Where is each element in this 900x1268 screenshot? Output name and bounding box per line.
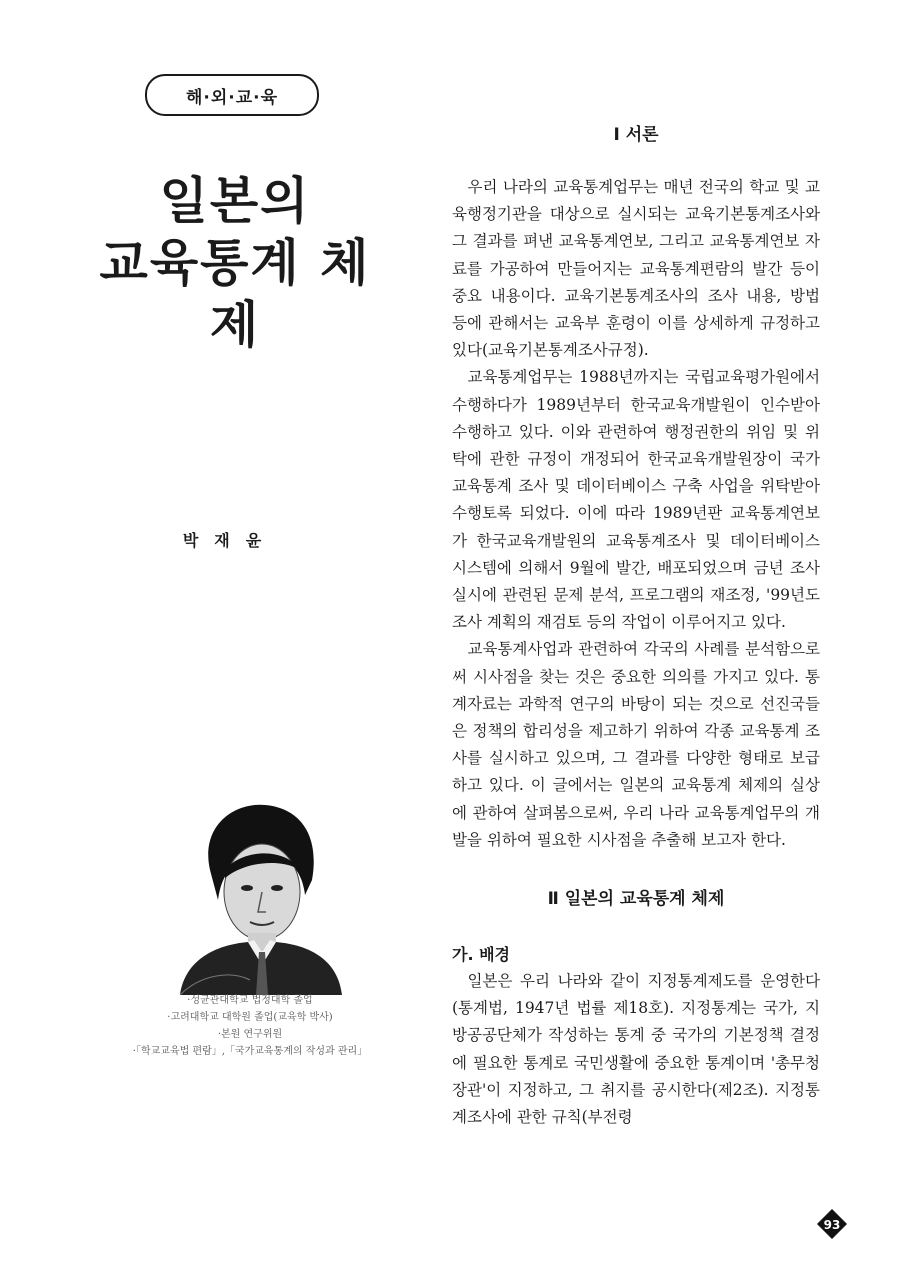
bio-line: ·본원 연구위원 bbox=[217, 1029, 283, 1040]
section-badge: 해·외·교·육 bbox=[145, 74, 319, 116]
article-title bbox=[95, 170, 375, 356]
japan-heading: Ⅱ 일본의 교육통계 체제 bbox=[547, 889, 725, 910]
bio-line: ·고려대학교 대학원 졸업(교육학 박사) bbox=[167, 1012, 333, 1023]
intro-heading: Ⅰ 서론 bbox=[613, 125, 659, 145]
body-paragraph: 교육통계사업과 관련하여 각국의 사례를 분석함으로써 시사점을 찾는 것은 중요한 의의를 가지고 있다. 통계자료는 과학적 연구의 바탕이 되는 것으로 선진국들은 정책의 합리성을 제고하기 위하여 각종 교육통계 조사를 실시하고 있으며, 그 결과를 다양한 형태로 보급하고 있다. 이 글에서는 일본의 교육통계 체제의 실상에 관하여 살펴봄으로써, 우리 나라 교육통계업무의 개발을 위하여 필요한 시사점을 추출해 보고자 한다. bbox=[452, 640, 820, 849]
author-bio bbox=[80, 992, 420, 1060]
background-subheading: 가. 배경 bbox=[452, 945, 511, 965]
page-number: 93 bbox=[823, 1218, 841, 1232]
bio-line: ·「학교교육법 편람」,「국가교육통계의 작성과 관리」 bbox=[132, 1046, 368, 1057]
bio-line: ·성균관대학교 법정대학 졸업 bbox=[187, 995, 313, 1006]
article-body bbox=[452, 120, 820, 1131]
title-line-2: 교육통계 체제 bbox=[99, 234, 371, 354]
author-photo bbox=[170, 800, 350, 995]
body-paragraph: 교육통계업무는 1988년까지는 국립교육평가원에서 수행하다가 1989년부터 한국교육개발원이 인수받아 수행하고 있다. 이와 관련하여 행정권한의 위임 및 위탁에 관한 규정이 개정되어 한국교육개발원장이 국가 교육통계 조사 및 데이터베이스 구축 사업을 위탁받아 수행토록 되었다. 이에 따라 1989년판 교육통계연보가 한국교육개발원의 교육통계조사 및 데이터베이스 시스템에 의해서 9월에 발간, 배포되었으며 금년 조사 실시에 관련된 문제 분석, 프로그램의 재조정, '99년도 조사 계획의 재검토 등의 작업이 이루어지고 있다. bbox=[452, 368, 820, 632]
page-number-badge bbox=[816, 1208, 848, 1240]
body-paragraph: 일본은 우리 나라와 같이 지정통계제도를 운영한다(통계법, 1947년 법률 제18호). 지정통계는 국가, 지방공공단체가 작성하는 통계 중 국가의 기본정책 결정에 필요한 통계로 국민생활에 중요한 통계이며 '총무청장관'이 지정하고, 그 취지를 공시한다(제2조). 지정통계조사에 관한 규칙(부전령 bbox=[452, 972, 820, 1127]
author-name: 박재윤 bbox=[182, 531, 278, 550]
title-line-1: 일본의 bbox=[159, 172, 311, 230]
body-paragraph: 우리 나라의 교육통계업무는 매년 전국의 학교 및 교육행정기관을 대상으로 실시되는 교육기본통계조사와 그 결과를 펴낸 교육통계연보, 그리고 교육통계연보 자료를 가공하여 만들어지는 교육통계편람의 발간 등이 중요 내용이다. 교육기본통계조사의 조사 내용, 방법 등에 관해서는 교육부 훈령이 이를 상세하게 규정하고 있다(교육기본통계조사규정). bbox=[452, 178, 820, 360]
